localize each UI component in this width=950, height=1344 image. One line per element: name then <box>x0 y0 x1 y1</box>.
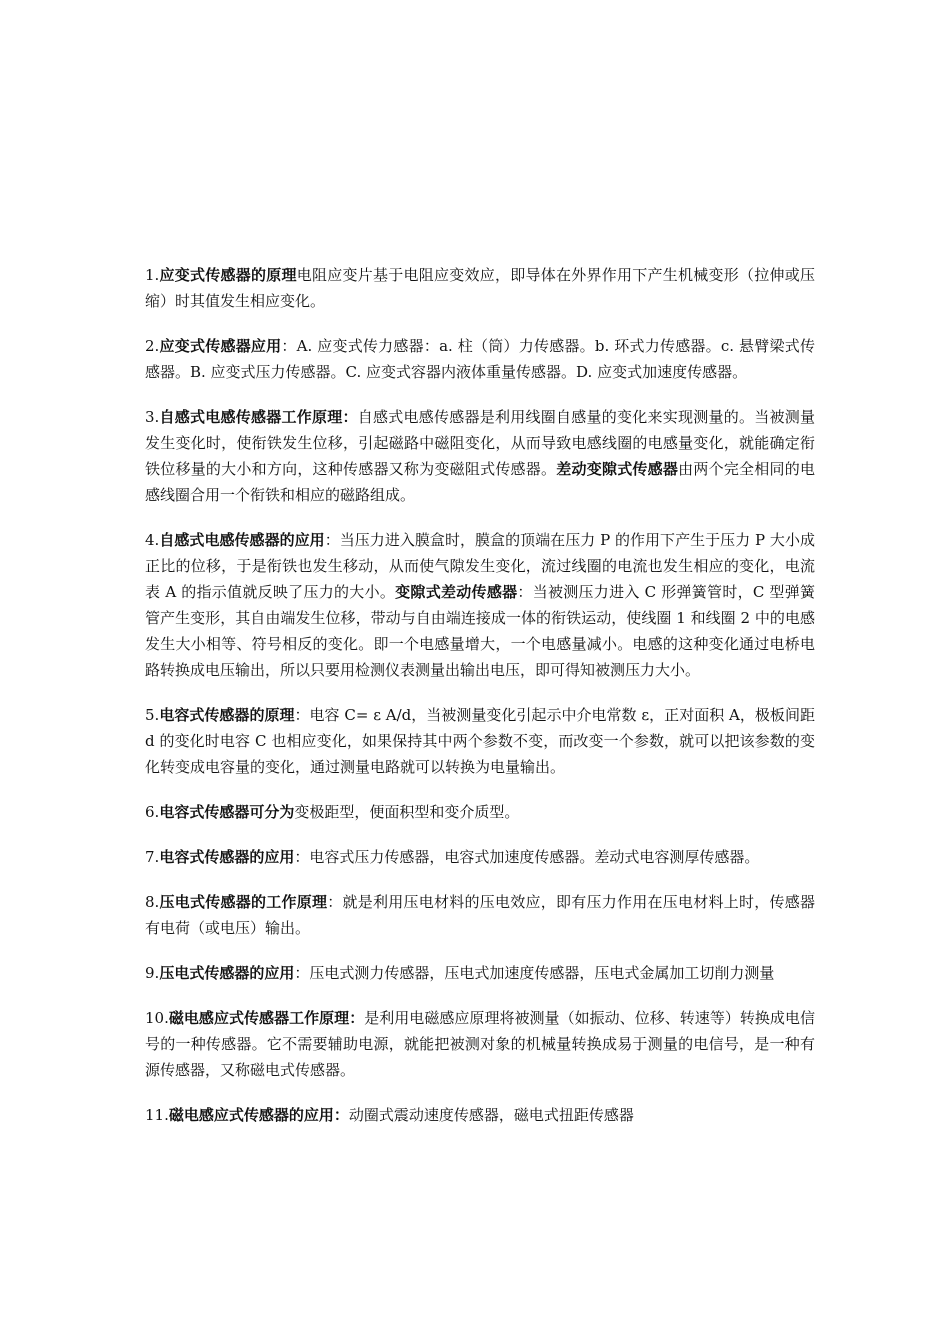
paragraph-number: 7. <box>145 848 160 866</box>
paragraph-6 <box>145 799 815 825</box>
paragraph-2 <box>145 333 815 385</box>
paragraph-8 <box>145 889 815 941</box>
paragraph-number: 3. <box>145 408 160 426</box>
paragraph-text: 由两个完全相同的电感线圈合用一个衔铁和相应的磁路组成。 <box>145 460 815 504</box>
paragraph-5 <box>145 702 815 780</box>
paragraph-number: 8. <box>145 893 160 911</box>
paragraph-text: ：当被测压力进入 C 形弹簧管时，C 型弹簧管产生变形，其自由端发生位移，带动与自由端连接成一体的衔铁运动，使线圈 1 和线圈 2 中的电感发生大小相等、符号相反的变化。即一个电感量增大，一个电感量减小。电感的这种变化通过电桥电路转换成电压输出，所以只要用检测仪表测量出输出电压，即可得知被测压力大小。 <box>145 583 815 679</box>
paragraph-11 <box>145 1102 815 1128</box>
paragraph-number: 6. <box>145 803 160 821</box>
paragraph-heading: 自感式电感传感器工作原理： <box>159 408 358 426</box>
paragraph-number: 10. <box>145 1009 169 1027</box>
document-body <box>145 262 815 1147</box>
paragraph-heading: 应变式传感器的原理 <box>159 266 297 284</box>
paragraph-heading: 磁电感应式传感器的应用： <box>168 1106 349 1124</box>
paragraph-text: 动圈式震动速度传感器，磁电式扭距传感器 <box>348 1106 634 1124</box>
paragraph-number: 11. <box>145 1106 169 1124</box>
paragraph-text: 电阻应变片基于电阻应变效应，即导体在外界作用下产生机械变形（拉伸或压缩）时其值发生相应变化。 <box>145 266 815 310</box>
paragraph-10 <box>145 1005 815 1083</box>
paragraph-heading: 电容式传感器可分为 <box>159 803 295 821</box>
paragraph-text: 变极距型，便面积型和变介质型。 <box>294 803 520 821</box>
paragraph-4 <box>145 527 815 683</box>
paragraph-1 <box>145 262 815 314</box>
paragraph-heading: 电容式传感器的应用 <box>159 848 295 866</box>
paragraph-subheading: 差动变隙式传感器 <box>556 460 679 478</box>
paragraph-text: ：就是利用压电材料的压电效应，即有压力作用在压电材料上时，传感器有电荷（或电压）输出。 <box>145 893 815 937</box>
paragraph-number: 9. <box>145 964 160 982</box>
paragraph-heading: 压电式传感器的应用 <box>159 964 295 982</box>
paragraph-3 <box>145 404 815 508</box>
paragraph-text: ：电容式压力传感器，电容式加速度传感器。差动式电容测厚传感器。 <box>294 848 760 866</box>
paragraph-number: 1. <box>145 266 160 284</box>
paragraph-text: ：压电式测力传感器，压电式加速度传感器，压电式金属加工切削力测量 <box>294 964 775 982</box>
paragraph-7 <box>145 844 815 870</box>
paragraph-text: ：A. 应变式传力感器：a. 柱（筒）力传感器。b. 环式力传感器。c. 悬臂梁式传感器。B. 应变式压力传感器。C. 应变式容器内液体重量传感器。D. 应变式加速度传感器。 <box>145 337 815 381</box>
paragraph-text: 是利用电磁感应原理将被测量（如振动、位移、转速等）转换成电信号的一种传感器。它不需要辅助电源，就能把被测对象的机械量转换成易于测量的电信号，是一种有源传感器，又称磁电式传感器。 <box>145 1009 815 1079</box>
paragraph-9 <box>145 960 815 986</box>
paragraph-heading: 自感式电感传感器的应用 <box>159 531 325 549</box>
paragraph-heading: 应变式传感器应用 <box>159 337 282 355</box>
paragraph-subheading: 变隙式差动传感器 <box>395 583 518 601</box>
paragraph-number: 4. <box>145 531 160 549</box>
paragraph-heading: 磁电感应式传感器工作原理： <box>168 1009 365 1027</box>
paragraph-heading: 压电式传感器的工作原理 <box>159 893 328 911</box>
paragraph-number: 5. <box>145 706 160 724</box>
paragraph-text: ：电容 C= ε A/d，当被测量变化引起示中介电常数 ε，正对面积 A，极板间距 d 的变化时电容 C 也相应变化，如果保持其中两个参数不变，而改变一个参数，就可以把该参数的变化转变成电容量的变化，通过测量电路就可以转换为电量输出。 <box>145 706 815 776</box>
paragraph-text: ：当压力进入膜盒时，膜盒的顶端在压力 P 的作用下产生于压力 P 大小成正比的位移，于是衔铁也发生移动，从而使气隙发生变化，流过线圈的电流也发生相应的变化，电流表 A 的指示值就反映了压力的大小。 <box>145 531 815 601</box>
paragraph-heading: 电容式传感器的原理 <box>159 706 295 724</box>
paragraph-text: 自感式电感传感器是利用线圈自感量的变化来实现测量的。当被测量发生变化时，使衔铁发生位移，引起磁路中磁阻变化，从而导致电感线圈的电感量变化，就能确定衔铁位移量的大小和方向，这种传感器又称为变磁阻式传感器。 <box>145 408 815 478</box>
paragraph-number: 2. <box>145 337 160 355</box>
